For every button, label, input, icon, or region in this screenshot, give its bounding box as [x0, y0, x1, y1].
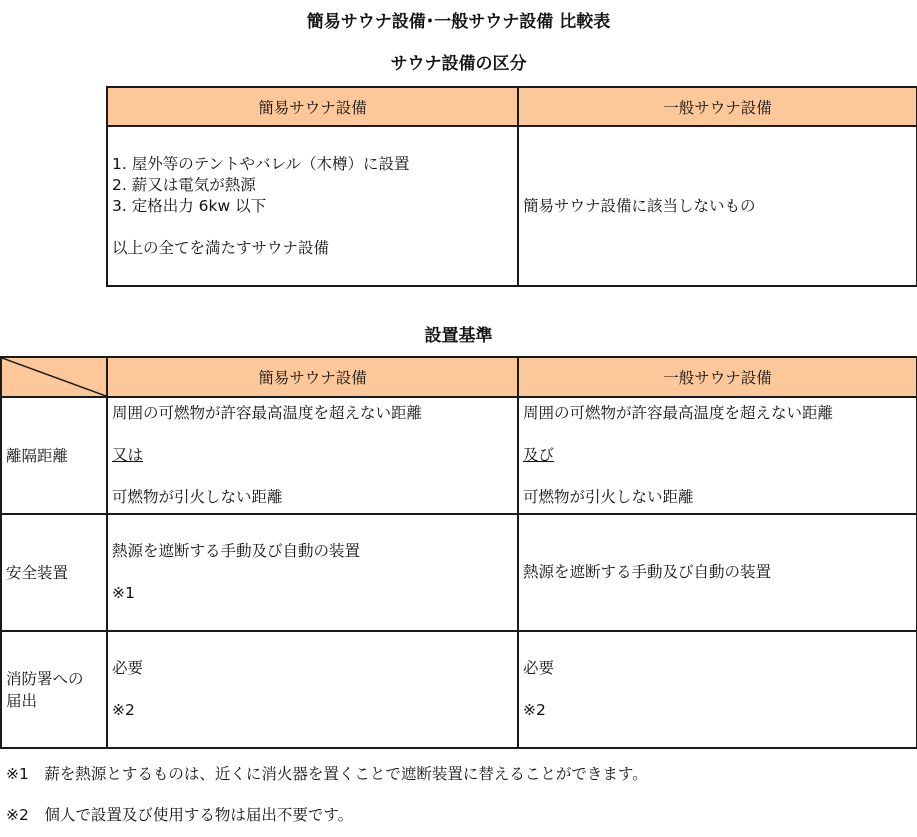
standards-row-distance — [1, 397, 917, 514]
spacer — [112, 466, 517, 487]
notification-general-line1: 必要 — [523, 659, 555, 677]
division-table — [106, 86, 917, 287]
notification-simple-note: ※2 — [112, 701, 135, 719]
row-label-safety: 安全装置 — [1, 514, 107, 631]
distance-simple-cell — [107, 397, 518, 514]
distance-simple-connector: 又は — [112, 446, 144, 464]
division-header-simple: 簡易サウナ設備 — [107, 87, 518, 126]
standards-table-header-row — [1, 357, 917, 397]
spacer — [523, 679, 916, 700]
notification-general-note: ※2 — [523, 701, 546, 719]
distance-general-line1: 周囲の可燃物が許容最高温度を超えない距離 — [523, 404, 834, 422]
standards-row-notification — [1, 631, 917, 748]
distance-general-line2: 可燃物が引火しない距離 — [523, 488, 694, 506]
corner-diagonal-cell — [1, 357, 107, 397]
row-label-distance: 離隔距離 — [1, 397, 107, 514]
notification-general-cell — [518, 631, 917, 748]
standards-row-safety — [1, 514, 917, 631]
division-table-header-row — [107, 87, 917, 126]
safety-general-cell: 熱源を遮断する手動及び自動の装置 — [518, 514, 917, 631]
spacer — [112, 679, 517, 700]
standards-section-title: 設置基準 — [424, 326, 493, 346]
standards-header-general: 一般サウナ設備 — [518, 357, 917, 397]
division-section-title: サウナ設備の区分 — [390, 54, 527, 74]
condition-3: 3. 定格出力 6kw 以下 — [112, 196, 267, 215]
distance-simple-line1: 周囲の可燃物が許容最高温度を超えない距離 — [112, 404, 423, 422]
row-label-notification-line2: 届出 — [6, 691, 38, 710]
distance-general-connector: 及び — [523, 446, 555, 464]
distance-general-cell — [518, 397, 917, 514]
safety-simple-line1: 熱源を遮断する手動及び自動の装置 — [112, 542, 361, 560]
safety-simple-cell — [107, 514, 518, 631]
division-general-cell: 簡易サウナ設備に該当しないもの — [518, 126, 917, 286]
division-simple-cell — [107, 126, 518, 286]
footnote-2: ※2 個人で設置及び使用する物は届出不要です。 — [6, 806, 354, 824]
condition-1: 1. 屋外等のテントやバレル（木樽）に設置 — [112, 154, 410, 173]
footnote-1: ※1 薪を熱源とするものは、近くに消火器を置くことで遮断装置に替えることができます。 — [6, 765, 648, 783]
spacer — [112, 424, 517, 445]
standards-table — [0, 356, 917, 749]
row-label-notification-line1: 消防署への — [6, 669, 84, 688]
spacer — [112, 217, 517, 238]
division-table-body-row — [107, 126, 917, 286]
standards-header-simple: 簡易サウナ設備 — [107, 357, 518, 397]
condition-2: 2. 薪又は電気が熱源 — [112, 175, 256, 194]
notification-simple-cell — [107, 631, 518, 748]
division-header-general: 一般サウナ設備 — [518, 87, 917, 126]
spacer — [523, 466, 916, 487]
page-title: 簡易サウナ設備･一般サウナ設備 比較表 — [306, 12, 611, 32]
diagonal-line — [2, 358, 106, 396]
safety-simple-note: ※1 — [112, 584, 135, 602]
spacer — [523, 424, 916, 445]
row-label-notification — [1, 631, 107, 748]
condition-summary: 以上の全てを満たすサウナ設備 — [112, 238, 330, 257]
distance-simple-line2: 可燃物が引火しない距離 — [112, 488, 283, 506]
notification-simple-line1: 必要 — [112, 659, 144, 677]
spacer — [112, 562, 517, 583]
